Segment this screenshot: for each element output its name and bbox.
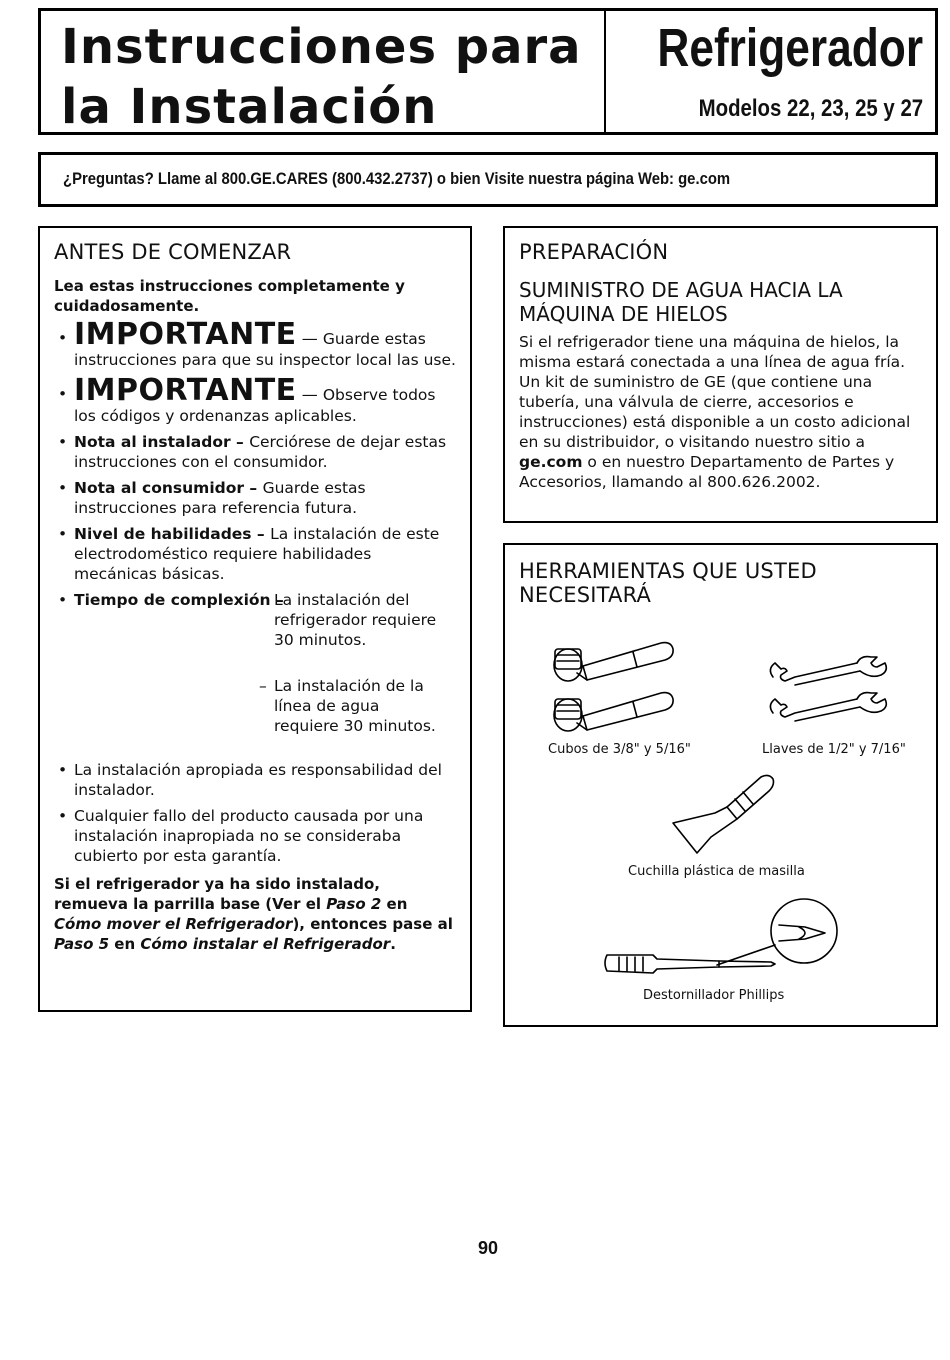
item-label: Nota al consumidor – xyxy=(74,479,263,497)
prep-text xyxy=(519,332,924,492)
tiempo-text-1: La instalación del refrigerador requiere 30 minutos. xyxy=(274,591,437,649)
prep-heading: PREPARACIÓN xyxy=(519,240,669,264)
list-item: • Nota al consumidor – Guarde estas instrucciones para referencia futura. xyxy=(58,479,366,517)
closing-ref: Cómo mover el Refrigerador xyxy=(54,915,293,933)
sockets-caption: Cubos de 3/8" y 5/16" xyxy=(548,742,691,757)
open-end-wrenches-icon xyxy=(765,655,895,735)
list-item: • Nota al instalador – Cerciórese de dejar estas instrucciones con el consumidor. xyxy=(58,433,447,471)
title-line-2: la Instalación xyxy=(61,79,438,135)
preparacion-box xyxy=(503,226,938,523)
item-text: La instalación de este electrodoméstico requiere habilidades mecánicas básicas. xyxy=(74,525,440,583)
item-text: Guarde estas instrucciones para referencia futura. xyxy=(74,479,366,517)
importante-text: Guarde estas instrucciones para que su inspector local las use. xyxy=(74,330,456,369)
importante-item-1: • IMPORTANTE — Guarde estas instrucciones para que su inspector local las use. xyxy=(58,317,456,369)
closing-text: ), entonces pase al xyxy=(292,915,453,933)
header-divider xyxy=(604,11,606,132)
screwdriver-caption: Destornillador Phillips xyxy=(643,988,785,1003)
importante-dash: — xyxy=(296,329,323,348)
knife-caption: Cuchilla plástica de masilla xyxy=(628,864,805,879)
title-line-1: Instrucciones para xyxy=(61,19,582,75)
antes-list xyxy=(54,317,456,866)
prep-text-2: o en nuestro Departamento de Partes y Accesorios, llamando al 800.626.2002. xyxy=(519,453,895,491)
importante-dash: — xyxy=(296,385,323,404)
herramientas-box xyxy=(503,543,938,1027)
antes-de-comenzar-box xyxy=(38,226,472,1012)
list-item: • Cualquier fallo del producto causada por una instalación inapropiada no se consideraba cubierto por esta garantía. xyxy=(58,807,424,865)
tiempo-item: • Tiempo de complexión – La instalación del refrigerador requiere 30 minutos. – La instalación de la línea de agua requiere 30 minutos. xyxy=(54,590,456,754)
header-box xyxy=(38,8,938,135)
closing-ref: Paso 5 xyxy=(54,935,110,953)
tiempo-text-2-wrap xyxy=(259,676,444,736)
importante-item-2: • IMPORTANTE — Observe todos los códigos y ordenanzas aplicables. xyxy=(58,373,436,425)
product-title: Refrigerador xyxy=(657,18,923,78)
closing-text: Si el refrigerador ya ha sido instalado, remueva la parrilla base (Ver el xyxy=(54,875,380,913)
putty-knife-icon xyxy=(665,773,785,857)
questions-bar xyxy=(38,152,938,207)
prep-text-1: Si el refrigerador tiene una máquina de hielos, la misma estará conectada a una línea de agua fría. Un kit de suministro de GE (que contiene una tubería, una válvula de cierre, accesorios e instrucciones) está disponible a un costo adicional en su distribuidor, o visitando nuestro sitio a xyxy=(519,333,911,451)
item-text: Cualquier fallo del producto causada por una instalación inapropiada no se consideraba cubierto por esta garantía. xyxy=(74,807,424,865)
item-text: Cerciórese de dejar estas instrucciones con el consumidor. xyxy=(74,433,447,471)
prep-subheading: SUMINISTRO DE AGUA HACIA LA MÁQUINA DE HIELOS xyxy=(519,278,843,326)
tiempo-label: Tiempo de complexión – xyxy=(74,591,284,609)
importante-label: IMPORTANTE xyxy=(74,373,297,408)
closing-text: en xyxy=(381,895,408,913)
item-label: Nivel de habilidades – xyxy=(74,525,271,543)
questions-text: ¿Preguntas? Llame al 800.GE.CARES (800.432.2737) o bien Visite nuestra página Web: ge.com xyxy=(63,170,731,188)
item-label: Nota al instalador – xyxy=(74,433,250,451)
antes-lead: Lea estas instrucciones completamente y cuidadosamente. xyxy=(54,277,405,315)
tools-heading: HERRAMIENTAS QUE USTED NECESITARÁ xyxy=(519,559,817,607)
closing-ref: Paso 2 xyxy=(326,895,382,913)
tiempo-text-2: La instalación de la línea de agua requiere 30 minutos. xyxy=(274,677,436,735)
list-item: • Nivel de habilidades – La instalación de este electrodoméstico requiere habilidades mecánicas básicas. xyxy=(58,525,440,583)
importante-label: IMPORTANTE xyxy=(74,317,297,352)
antes-heading: ANTES DE COMENZAR xyxy=(54,240,292,264)
closing-text: en xyxy=(109,935,141,953)
ge-link[interactable]: ge.com xyxy=(519,453,583,471)
closing-ref: Cómo instalar el Refrigerador xyxy=(140,935,391,953)
tiempo-dash: – xyxy=(259,677,267,695)
closing-text: . xyxy=(390,935,396,953)
socket-wrenches-icon xyxy=(543,633,693,741)
wrenches-caption: Llaves de 1/2" y 7/16" xyxy=(762,742,906,757)
phillips-screwdriver-icon xyxy=(599,897,849,989)
page-number: 90 xyxy=(477,1238,499,1258)
antes-closing xyxy=(54,874,456,954)
item-text: La instalación apropiada es responsabilidad del instalador. xyxy=(74,761,442,799)
importante-text: Observe todos los códigos y ordenanzas aplicables. xyxy=(74,386,436,425)
list-item: • La instalación apropiada es responsabilidad del instalador. xyxy=(58,761,442,799)
models-line: Modelos 22, 23, 25 y 27 xyxy=(698,95,923,122)
